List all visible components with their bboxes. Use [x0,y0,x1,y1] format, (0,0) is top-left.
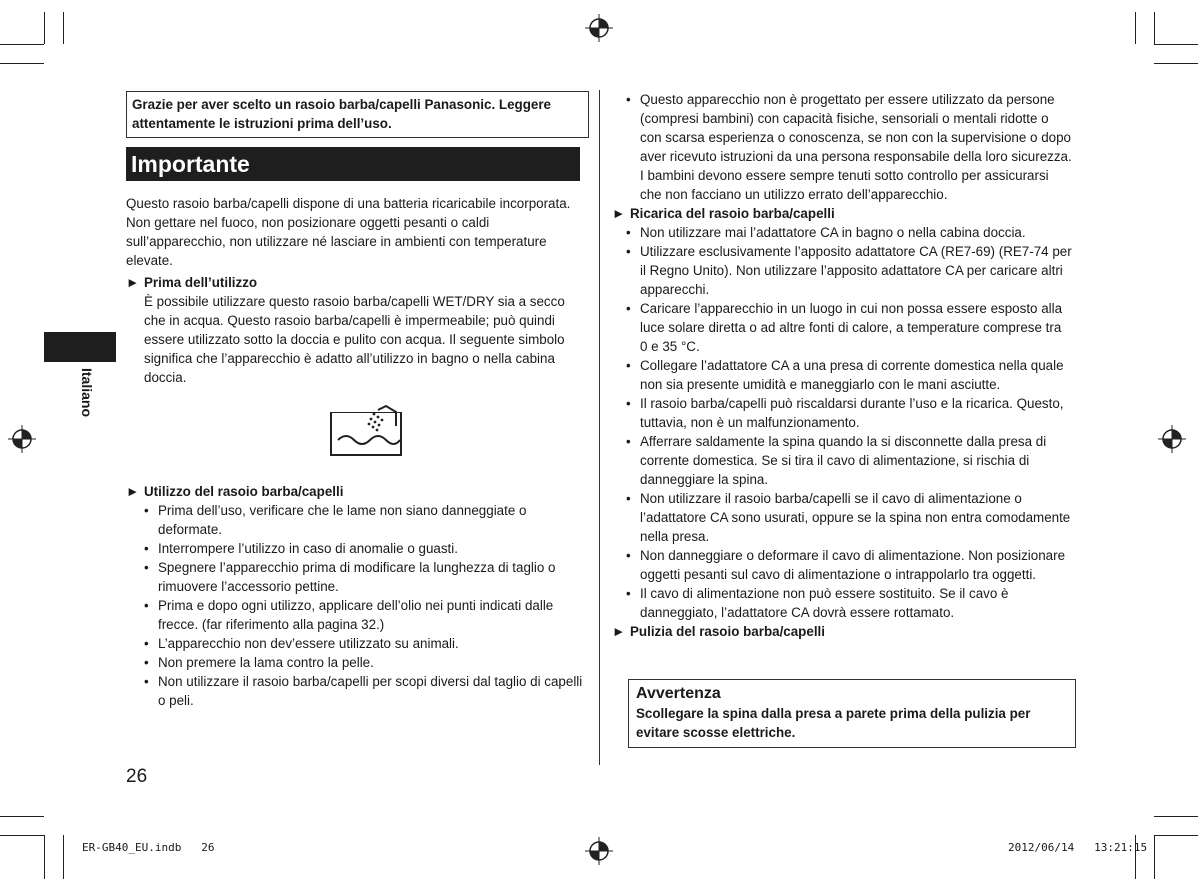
crop-mark [1154,63,1198,64]
crop-mark [44,835,45,879]
crop-mark [1154,835,1198,836]
shower-bath-icon [330,402,404,458]
registration-mark-icon [8,425,36,453]
crop-mark [1154,12,1155,44]
warning-text: Scollegare la spina dalla presa a parete prima della pulizia per evitare scosse elettriche. [636,706,1031,740]
intro-paragraph: Questo rasoio barba/capelli dispone di una batteria ricaricabile incorporata. Non gettare nel fuoco, non posizionare oggetti pesanti o caldi sull’apparecchio, non utilizzare né lasciare in ambienti con temperature elevate. [126,196,571,268]
list-item: • Utilizzare esclusivamente l’apposito adattatore CA (RE7-69) (RE7-74 per il Regno Unito). Non utilizzare l’apposito adattatore CA per caricare altri apparecchi. [626,242,1072,299]
list-item: • Afferrare saldamente la spina quando la si disconnette dalla presa di corrente domestica. Se si tira il cavo di alimentazione, si rischia di danneggiare la spina. [626,432,1072,489]
language-tab [44,332,116,362]
arrow-icon: ► [612,624,626,639]
intro-box: Grazie per aver scelto un rasoio barba/capelli Panasonic. Leggere attentamente le istruzioni prima dell’uso. [126,91,589,138]
left-column [126,194,588,387]
prima-text: È possibile utilizzare questo rasoio barba/capelli WET/DRY sia a secco che in acqua. Questo rasoio barba/capelli è impermeabile; può quindi essere utilizzato sotto la doccia e pulito con acqua. Il seguente simbolo significa che l’apparecchio è adatto all’utilizzo in bagno o nella cabina doccia. [144,294,565,385]
language-label: Italiano [79,368,95,418]
arrow-icon: ► [126,484,140,499]
crop-mark [0,816,44,817]
crop-mark [63,835,64,879]
crop-mark [1154,835,1155,879]
crop-mark [0,835,44,836]
list-item: • Caricare l’apparecchio in un luogo in cui non possa essere esposto alla luce solare diretta o ad altre fonti di calore, a temperature comprese tra 0 e 35 °C. [626,299,1072,356]
crop-mark [0,63,44,64]
crop-mark [1154,44,1198,45]
list-item: • Prima e dopo ogni utilizzo, applicare dell’olio nei punti indicati dalle frecce. (far riferimento alla pagina 32.) [144,596,588,634]
list-item: • Interrompere l’utilizzo in caso di anomalie o guasti. [144,539,588,558]
utilizzo-heading: ► Utilizzo del rasoio barba/capelli [126,484,344,499]
prima-heading: ► Prima dell’utilizzo [126,275,258,290]
list-item: • Questo apparecchio non è progettato per essere utilizzato da persone (compresi bambini) con capacità fisiche, sensoriali o mentali ridotte o con scarsa esperienza o conoscenza, se non con la supervisione o dopo aver ricevuto istruzioni da una persona responsabile della loro sicurezza. I bambini devono essere sempre tenuti sotto controllo per assicurarsi che non facciano un utilizzo errato dell’apparecchio. [626,90,1072,204]
list-item: • Non utilizzare il rasoio barba/capelli se il cavo di alimentazione o l’adattatore CA sono usurati, oppure se la spina non entra comodamente nella presa. [626,489,1072,546]
arrow-icon: ► [126,275,140,290]
list-item: • Spegnere l’apparecchio prima di modificare la lunghezza di taglio o rimuovere l’accessorio pettine. [144,558,588,596]
list-item: • Non utilizzare il rasoio barba/capelli per scopi diversi dal taglio di capelli o peli. [144,672,588,710]
footer-timestamp: 2012/06/14 13:21:15 [1008,841,1148,854]
utilizzo-section [126,482,588,710]
page-number: 26 [126,766,148,787]
list-item: • Prima dell’uso, verificare che le lame non siano danneggiate o deformate. [144,501,588,539]
list-item: • Non premere la lama contro la pelle. [144,653,588,672]
crop-mark [1135,12,1136,44]
arrow-icon: ► [612,206,626,221]
list-item: • Collegare l’adattatore CA a una presa di corrente domestica nella quale non sia presente umidità e maneggiarlo con le mani asciutte. [626,356,1072,394]
crop-mark [63,12,64,44]
column-divider [599,90,600,765]
registration-mark-icon [585,14,613,42]
list-item: • Il cavo di alimentazione non può essere sostituito. Se il cavo è danneggiato, l’adattatore CA dovrà essere rottamato. [626,584,1072,622]
list-item: • Non utilizzare mai l’adattatore CA in bagno o nella cabina doccia. [626,223,1072,242]
warning-box [628,679,1076,748]
list-item: • Non danneggiare o deformare il cavo di alimentazione. Non posizionare oggetti pesanti sul cavo di alimentazione o intrappolarlo tra oggetti. [626,546,1072,584]
right-column [612,90,1072,641]
warning-title: Avvertenza [636,685,721,702]
pulizia-heading: ► Pulizia del rasoio barba/capelli [612,624,825,639]
registration-mark-icon [1158,425,1186,453]
section-title: Importante [126,147,580,181]
ricarica-heading: ► Ricarica del rasoio barba/capelli [612,206,835,221]
list-item: • L’apparecchio non dev’essere utilizzato su animali. [144,634,588,653]
crop-mark [0,44,44,45]
footer-file: ER-GB40_EU.indb 26 [82,841,215,854]
list-item: • Il rasoio barba/capelli può riscaldarsi durante l’uso e la ricarica. Questo, tuttavia, non è un malfunzionamento. [626,394,1072,432]
crop-mark [1154,816,1198,817]
registration-mark-icon [585,837,613,865]
crop-mark [44,12,45,44]
